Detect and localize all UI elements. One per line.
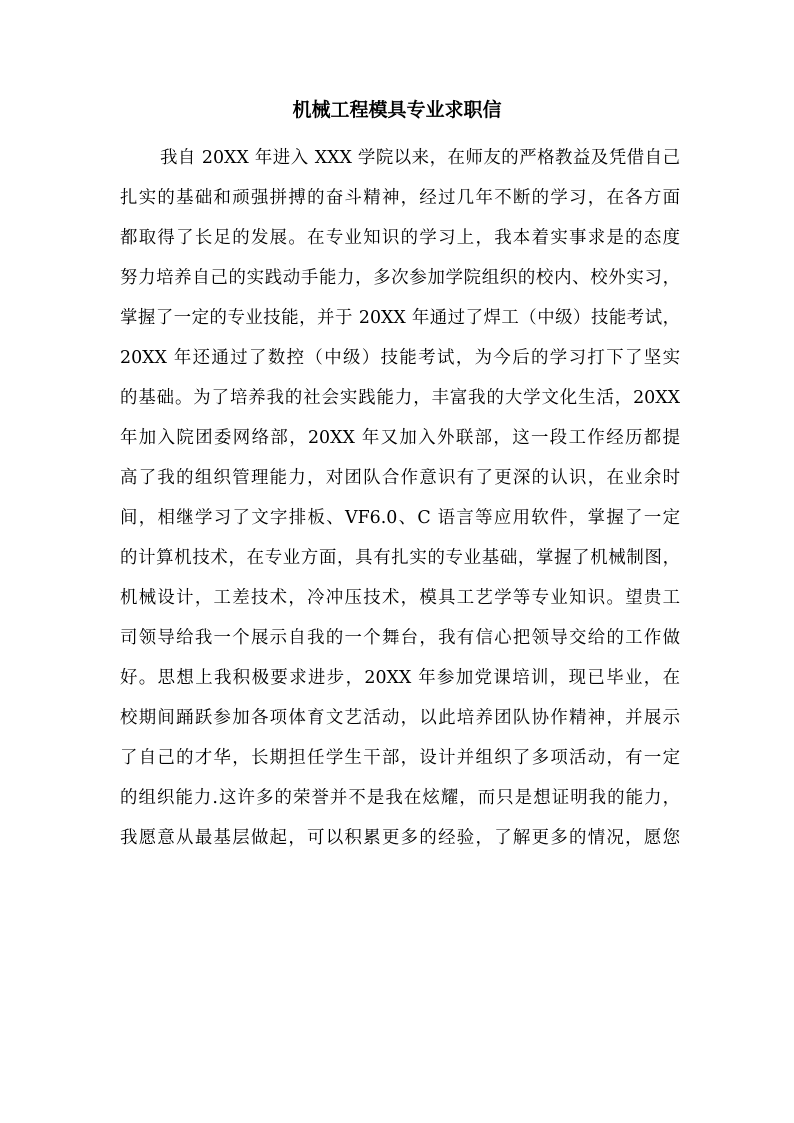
body-line: 的计算机技术，在专业方面，具有扎实的专业基础，掌握了机械制图，	[120, 548, 680, 568]
body-line: 的组织能力.这许多的荣誉并不是我在炫耀，而只是想证明我的能力，	[120, 788, 680, 808]
body-line: 的基础。为了培养我的社会实践能力，丰富我的大学文化生活，20XX	[120, 388, 680, 408]
body-line: 掌握了一定的专业技能，并于 20XX 年通过了焊工（中级）技能考试，	[120, 308, 680, 328]
body-line: 机械设计，工差技术，冷冲压技术，模具工艺学等专业知识。望贵工	[120, 588, 680, 608]
body-line: 司领导给我一个展示自我的一个舞台，我有信心把领导交给的工作做	[120, 628, 680, 648]
body-line: 我自 20XX 年进入 XXX 学院以来，在师友的严格教益及凭借自己	[160, 148, 680, 168]
document-title: 机械工程模具专业求职信	[292, 99, 502, 121]
body-line: 了自己的才华，长期担任学生干部，设计并组织了多项活动，有一定	[120, 748, 680, 768]
body-line: 都取得了长足的发展。在专业知识的学习上，我本着实事求是的态度	[120, 228, 680, 248]
body-line: 校期间踊跃参加各项体育文艺活动，以此培养团队协作精神，并展示	[120, 708, 680, 728]
body-line: 扎实的基础和顽强拼搏的奋斗精神，经过几年不断的学习，在各方面	[120, 188, 680, 208]
document-body	[120, 144, 680, 864]
body-line: 努力培养自己的实践动手能力，多次参加学院组织的校内、校外实习，	[120, 268, 680, 288]
body-line: 20XX 年还通过了数控（中级）技能考试，为今后的学习打下了坚实	[120, 348, 680, 368]
body-line: 间，相继学习了文字排板、VF6.0、C 语言等应用软件，掌握了一定	[120, 508, 680, 528]
body-line: 我愿意从最基层做起，可以积累更多的经验，了解更多的情况，愿您	[120, 828, 680, 848]
body-line: 高了我的组织管理能力，对团队合作意识有了更深的认识，在业余时	[120, 468, 680, 488]
body-line: 年加入院团委网络部，20XX 年又加入外联部，这一段工作经历都提	[120, 428, 680, 448]
body-line: 好。思想上我积极要求进步，20XX 年参加党课培训，现已毕业，在	[120, 668, 680, 688]
